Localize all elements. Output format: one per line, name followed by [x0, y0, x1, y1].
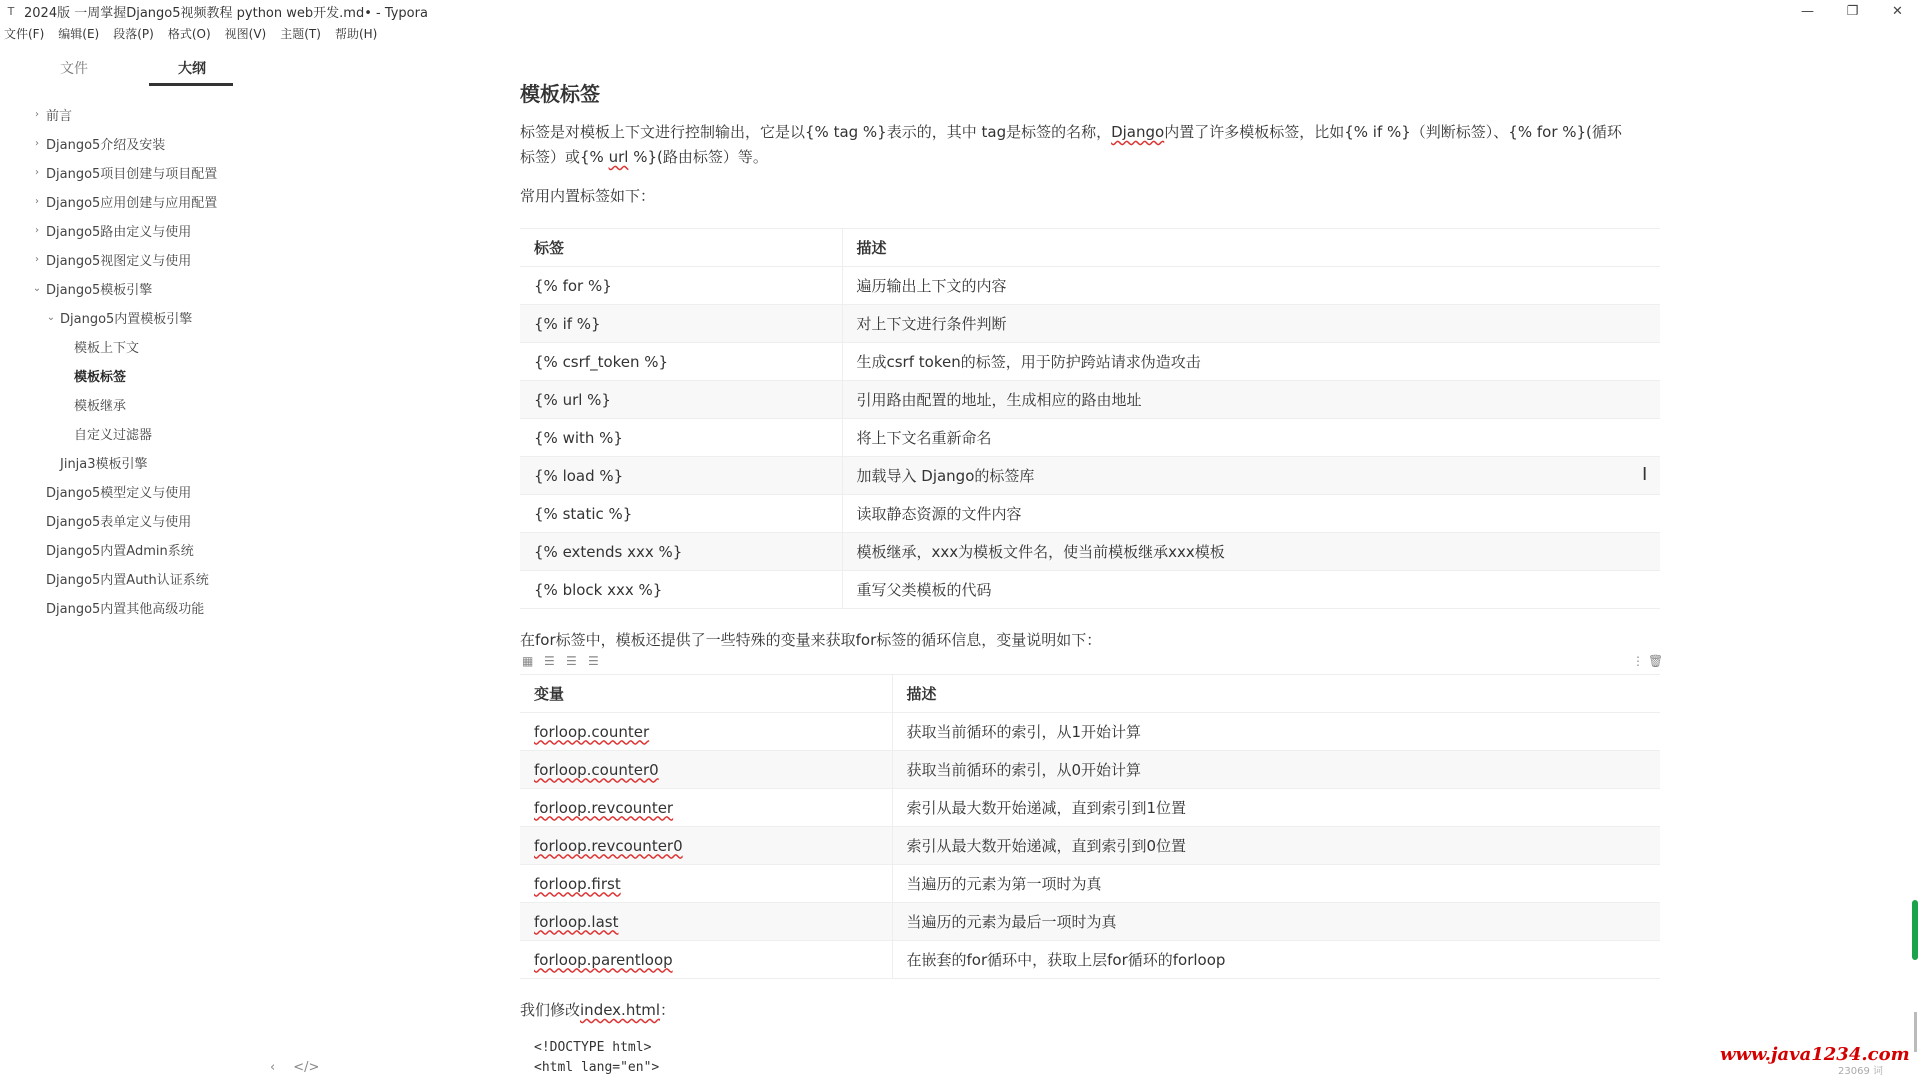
- cell-text: 索引从最大数开始递减，直到索引到0位置: [906, 837, 1187, 855]
- cell-text: forloop.counter: [534, 722, 650, 741]
- menu-edit[interactable]: 编辑(E): [58, 26, 100, 41]
- table-grid-icon[interactable]: ▦: [522, 654, 534, 668]
- table-cell[interactable]: [842, 381, 1660, 419]
- cell-text: 索引从最大数开始递减，直到索引到1位置: [906, 799, 1187, 817]
- for-intro-paragraph: 在for标签中，模板还提供了一些特殊的变量来获取for标签的循环信息，变量说明如下：: [520, 631, 1102, 649]
- outline-item-label: Django5内置Admin系统: [46, 544, 194, 559]
- more-options-icon[interactable]: ⋮: [1632, 654, 1644, 668]
- cell-text: 在嵌套的for循环中，获取上层for循环的forloop: [906, 951, 1226, 969]
- tab-files[interactable]: 文件: [60, 61, 88, 77]
- cell-text: 生成csrf token的标签，用于防护跨站请求伪造攻击: [856, 353, 1201, 371]
- table-cell[interactable]: [520, 571, 842, 609]
- table-row: [520, 419, 1660, 457]
- intro-text-d: %}(路由标签）等。: [628, 148, 768, 166]
- chevron-right-icon[interactable]: ›: [35, 254, 39, 265]
- table-row: [520, 305, 1660, 343]
- cell-text: {% block xxx %}: [534, 580, 663, 599]
- outline-item[interactable]: [0, 274, 276, 303]
- outline-item-label: Django5项目创建与项目配置: [46, 167, 218, 182]
- intro-text-a: 标签是对模板上下文进行控制输出，它是以{% tag %}表示的，其中 tag是标签的名称，: [520, 123, 1112, 141]
- menu-theme[interactable]: 主题(T): [280, 26, 321, 41]
- chevron-right-icon[interactable]: ›: [35, 138, 39, 149]
- tab-outline[interactable]: 大纲: [178, 61, 206, 77]
- chevron-right-icon[interactable]: ›: [35, 109, 39, 120]
- table-cell[interactable]: [842, 419, 1660, 457]
- menu-file[interactable]: 文件(F): [4, 26, 45, 41]
- cell-text: forloop.revcounter: [534, 798, 674, 817]
- outline-item-label: Django5介绍及安装: [46, 138, 166, 153]
- vars-table[interactable]: [520, 674, 1660, 979]
- outline-item-label: Django5内置Auth认证系统: [46, 573, 209, 588]
- outline-item[interactable]: [0, 564, 276, 593]
- outline-item[interactable]: [0, 332, 276, 361]
- align-left-icon[interactable]: ☰: [544, 654, 555, 668]
- outline-item[interactable]: [0, 245, 276, 274]
- chevron-right-icon[interactable]: ›: [35, 196, 39, 207]
- active-tab-indicator: [149, 83, 233, 86]
- cell-text: 对上下文进行条件判断: [856, 315, 1007, 333]
- outline-item[interactable]: [0, 361, 276, 390]
- minimize-button[interactable]: —: [1801, 3, 1814, 19]
- table-cell[interactable]: [520, 827, 892, 865]
- cell-text: 加载导入 Django的标签库: [856, 467, 1035, 485]
- table-row: [520, 571, 1660, 609]
- table-row: [520, 495, 1660, 533]
- table-header-cell[interactable]: 描述: [892, 675, 1660, 713]
- outline-item-label: Django5表单定义与使用: [46, 515, 192, 530]
- outline-item[interactable]: [0, 129, 276, 158]
- table-cell[interactable]: [520, 789, 892, 827]
- table-row: [520, 751, 1660, 789]
- table-row: [520, 381, 1660, 419]
- menu-bar: [0, 22, 1920, 44]
- outline-item[interactable]: [0, 100, 276, 129]
- delete-table-icon[interactable]: 🗑: [1648, 654, 1664, 668]
- table-row: [520, 827, 1660, 865]
- code-line: <!DOCTYPE html>: [534, 1040, 652, 1055]
- outline-item-label: 前言: [46, 109, 73, 124]
- chevron-down-icon[interactable]: ⌄: [32, 283, 42, 294]
- table-cell[interactable]: [520, 751, 892, 789]
- intro-text-c: 标签）或{%: [520, 148, 609, 166]
- table-cell[interactable]: [520, 495, 842, 533]
- align-right-icon[interactable]: ☰: [588, 654, 599, 668]
- intro-text-b: 内置了许多模板标签，比如{% if %}（判断标签）、{% for %}(循环: [1164, 123, 1622, 141]
- cell-text: {% if %}: [534, 314, 601, 333]
- cell-text: 读取静态资源的文件内容: [856, 505, 1022, 523]
- table-cell[interactable]: [892, 941, 1660, 979]
- cell-text: 引用路由配置的地址，生成相应的路由地址: [856, 391, 1142, 409]
- chevron-down-icon[interactable]: ⌄: [46, 312, 56, 323]
- table-row: [520, 457, 1660, 495]
- table-cell[interactable]: [520, 533, 842, 571]
- align-center-icon[interactable]: ☰: [566, 654, 577, 668]
- menu-view[interactable]: 视图(V): [224, 26, 267, 41]
- table-header-row: [520, 229, 1660, 267]
- outline-item[interactable]: [0, 419, 276, 448]
- menu-help[interactable]: 帮助(H): [334, 26, 378, 41]
- editor-area[interactable]: [520, 44, 1664, 1080]
- outline-item[interactable]: [0, 216, 276, 245]
- table-cell[interactable]: [520, 941, 892, 979]
- modify-file-link: index.html: [580, 1001, 660, 1019]
- source-mode-icon[interactable]: </>: [293, 1060, 320, 1075]
- cell-text: {% static %}: [534, 504, 633, 523]
- typora-icon: T: [7, 4, 15, 18]
- cell-text: 获取当前循环的索引，从1开始计算: [906, 723, 1142, 741]
- cell-text: forloop.first: [534, 874, 621, 893]
- cell-text: 重写父类模板的代码: [856, 581, 992, 599]
- table-row: [520, 713, 1660, 751]
- outline-item-label: Django5路由定义与使用: [46, 225, 192, 240]
- cell-text: 将上下文名重新命名: [856, 429, 992, 447]
- outline-item[interactable]: [0, 477, 276, 506]
- outline-item-label: 模板继承: [74, 399, 127, 414]
- cell-text: {% with %}: [534, 428, 623, 447]
- table-header-cell[interactable]: 标签: [520, 229, 842, 267]
- outline-item-label: 自定义过滤器: [74, 428, 153, 443]
- outline-item-label: Django5内置模板引擎: [60, 312, 193, 327]
- section-heading: 模板标签: [520, 82, 600, 106]
- collapse-sidebar-icon[interactable]: ‹: [270, 1060, 276, 1075]
- outline-item[interactable]: [0, 535, 276, 564]
- table-cell[interactable]: [520, 713, 892, 751]
- outline-item[interactable]: [0, 303, 276, 332]
- scrollbar-track[interactable]: [1914, 1012, 1917, 1052]
- cell-text: 获取当前循环的索引，从0开始计算: [906, 761, 1142, 779]
- chevron-right-icon[interactable]: ›: [35, 167, 39, 178]
- table-row: [520, 267, 1660, 305]
- cell-text: {% load %}: [534, 466, 624, 485]
- outline-item-label: Jinja3模板引擎: [60, 457, 148, 472]
- outline-item[interactable]: [0, 187, 276, 216]
- cell-text: 当遍历的元素为第一项时为真: [906, 875, 1102, 893]
- outline-item-label: 模板标签: [74, 370, 127, 385]
- code-line: <html lang="en">: [534, 1060, 660, 1075]
- table-cell[interactable]: [892, 827, 1660, 865]
- cell-text: {% extends xxx %}: [534, 542, 683, 561]
- modify-paragraph: [520, 998, 1660, 1023]
- outline-item-label: Django5模板引擎: [46, 283, 153, 298]
- text-cursor-icon: I: [1642, 464, 1648, 485]
- table-cell[interactable]: [842, 457, 1660, 495]
- chevron-right-icon[interactable]: ›: [35, 225, 39, 236]
- outline-item-label: 模板上下文: [74, 341, 140, 356]
- cell-text: {% for %}: [534, 276, 612, 295]
- outline-item[interactable]: [0, 593, 276, 622]
- table-cell[interactable]: [842, 571, 1660, 609]
- table-header-cell[interactable]: 变量: [520, 675, 892, 713]
- cell-text: 当遍历的元素为最后一项时为真: [906, 913, 1117, 931]
- cell-text: forloop.last: [534, 912, 619, 931]
- cell-text: {% csrf_token %}: [534, 352, 669, 371]
- table-cell[interactable]: [842, 305, 1660, 343]
- table-toolbar: [520, 654, 1664, 672]
- table-cell[interactable]: [520, 457, 842, 495]
- word-count[interactable]: 23069 词: [1838, 1066, 1883, 1077]
- cell-text: {% url %}: [534, 390, 611, 409]
- table-row: [520, 865, 1660, 903]
- table-cell[interactable]: [520, 419, 842, 457]
- scrollbar-thumb[interactable]: [1912, 900, 1918, 960]
- window-controls: [1785, 0, 1920, 22]
- table-cell[interactable]: [892, 903, 1660, 941]
- cell-text: 模板继承，xxx为模板文件名，使当前模板继承xxx模板: [856, 543, 1225, 561]
- tags-table[interactable]: [520, 228, 1660, 609]
- table-row: [520, 789, 1660, 827]
- outline-tree: [0, 100, 276, 622]
- table-row: [520, 903, 1660, 941]
- window-title: 2024版 一周掌握Django5视频教程 python web开发.md• - Typora: [24, 5, 428, 21]
- table-row: [520, 941, 1660, 979]
- table-cell[interactable]: [520, 903, 892, 941]
- table-cell[interactable]: [842, 495, 1660, 533]
- table-row: [520, 533, 1660, 571]
- table-cell[interactable]: [842, 533, 1660, 571]
- sidebar: [0, 44, 320, 1080]
- title-bar: [0, 0, 1920, 22]
- outline-item-label: Django5视图定义与使用: [46, 254, 192, 269]
- cell-text: forloop.counter0: [534, 760, 659, 779]
- table-cell[interactable]: [520, 381, 842, 419]
- table-header-row: [520, 675, 1660, 713]
- table-cell[interactable]: [520, 343, 842, 381]
- table-cell[interactable]: [892, 789, 1660, 827]
- menu-paragraph[interactable]: 段落(P): [113, 26, 154, 41]
- sidebar-tabs: [0, 44, 276, 88]
- common-tags-label: 常用内置标签如下：: [520, 187, 656, 205]
- table-cell[interactable]: [892, 865, 1660, 903]
- watermark: www.java1234.com: [1720, 1044, 1910, 1065]
- outline-item[interactable]: [0, 390, 276, 419]
- maximize-button[interactable]: ❐: [1846, 3, 1859, 19]
- intro-paragraph: [520, 120, 1660, 170]
- cell-text: 遍历输出上下文的内容: [856, 277, 1007, 295]
- table-cell[interactable]: [520, 267, 842, 305]
- table-row: [520, 343, 1660, 381]
- close-button[interactable]: ✕: [1892, 3, 1903, 19]
- table-cell[interactable]: [842, 343, 1660, 381]
- menu-format[interactable]: 格式(O): [167, 26, 211, 41]
- table-cell[interactable]: [520, 865, 892, 903]
- modify-text-b: ：: [660, 1001, 676, 1019]
- code-block[interactable]: [520, 1038, 1660, 1078]
- outline-item-label: Django5应用创建与应用配置: [46, 196, 218, 211]
- table-cell[interactable]: [842, 267, 1660, 305]
- intro-url: url: [608, 148, 629, 166]
- outline-item-label: Django5内置其他高级功能: [46, 602, 205, 617]
- outline-item[interactable]: [0, 158, 276, 187]
- table-cell[interactable]: [892, 713, 1660, 751]
- table-cell[interactable]: [520, 305, 842, 343]
- modify-text-a: 我们修改: [520, 1001, 581, 1019]
- intro-django: Django: [1111, 123, 1165, 141]
- cell-text: forloop.parentloop: [534, 950, 673, 969]
- table-header-cell[interactable]: 描述: [842, 229, 1660, 267]
- outline-item[interactable]: [0, 506, 276, 535]
- outline-item-label: Django5模型定义与使用: [46, 486, 192, 501]
- cell-text: forloop.revcounter0: [534, 836, 683, 855]
- outline-item[interactable]: [0, 448, 276, 477]
- table-cell[interactable]: [892, 751, 1660, 789]
- sidebar-footer: [270, 1060, 319, 1075]
